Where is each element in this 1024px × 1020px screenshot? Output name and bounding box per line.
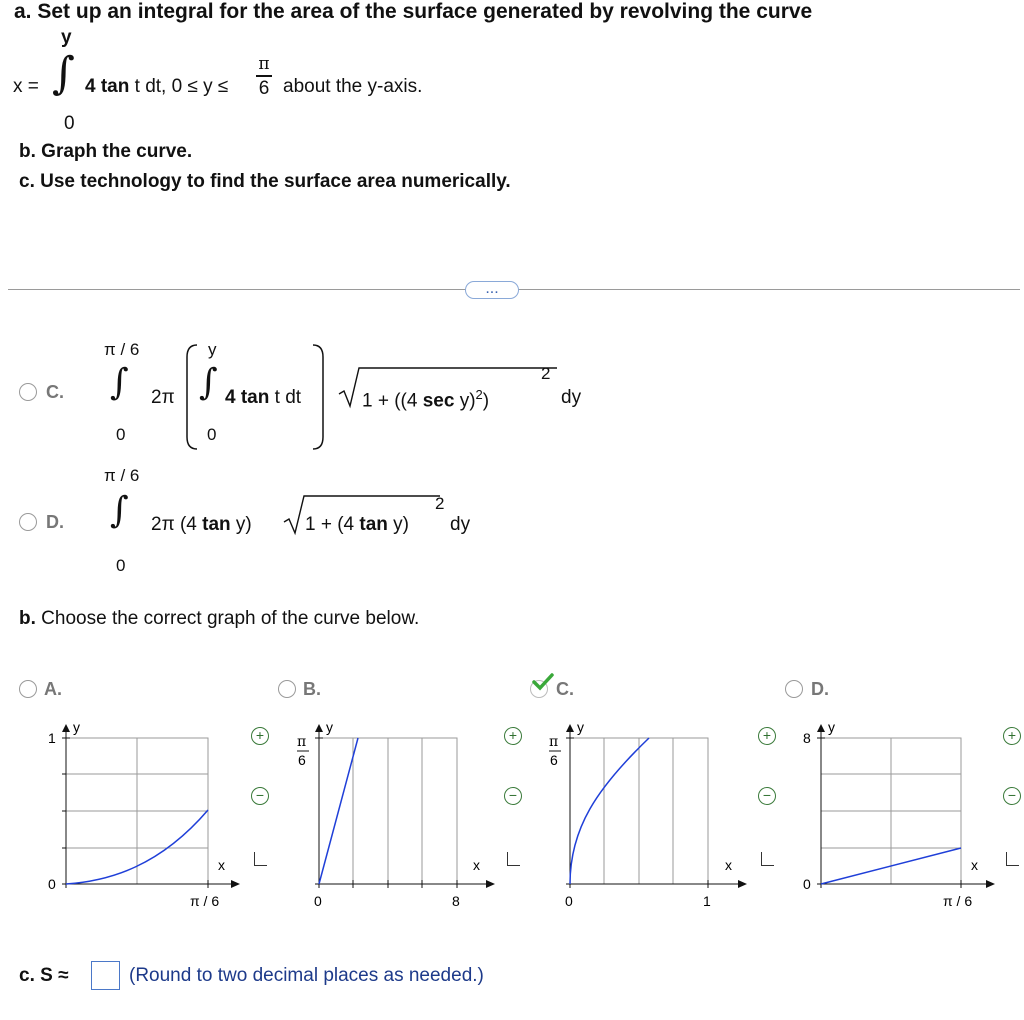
graph-c-ytick-bottom: 6 bbox=[550, 752, 558, 768]
graph-a bbox=[30, 718, 245, 918]
x-axis-arrow bbox=[486, 880, 495, 888]
option-c-inner-upper: y bbox=[208, 340, 217, 359]
y-axis-arrow bbox=[315, 724, 323, 732]
x-axis-arrow bbox=[986, 880, 995, 888]
option-c-inner-lower: 0 bbox=[207, 425, 217, 444]
graph-b-xtick: 8 bbox=[452, 893, 460, 909]
graph-a-yorigin: 0 bbox=[48, 876, 56, 892]
graph-c-ylabel: y bbox=[577, 719, 584, 735]
radio-graph-a[interactable] bbox=[19, 680, 37, 698]
checkmark-icon bbox=[532, 672, 554, 692]
graph-c-zoom-out-icon[interactable]: − bbox=[758, 787, 776, 805]
graph-d bbox=[785, 718, 1000, 918]
graph-d-label: D. bbox=[811, 679, 829, 699]
rounding-hint: (Round to two decimal places as needed.) bbox=[129, 965, 484, 986]
graph-c-popout-icon[interactable] bbox=[761, 852, 774, 866]
graph-b-xlabel: x bbox=[473, 857, 480, 873]
radio-option-d[interactable] bbox=[19, 513, 37, 531]
part-c-prompt: c. Use technology to find the surface area numerically. bbox=[19, 171, 511, 192]
option-c-inner-integral-sign: ∫ bbox=[199, 362, 218, 403]
graph-d-popout-icon[interactable] bbox=[1006, 852, 1019, 866]
graph-a-ylabel: y bbox=[73, 719, 80, 735]
about-axis-text: about the y-axis. bbox=[283, 76, 423, 97]
graph-d-zoom-in-icon[interactable]: + bbox=[1003, 727, 1021, 745]
option-c-outer-exponent: 2 bbox=[541, 364, 551, 383]
option-d-dy: dy bbox=[450, 514, 471, 535]
graph-b-ylabel: y bbox=[326, 719, 333, 735]
graph-c bbox=[537, 718, 752, 918]
graph-d-ylabel: y bbox=[828, 719, 835, 735]
option-d-label: D. bbox=[46, 512, 64, 532]
option-c-upper-limit: π / 6 bbox=[104, 340, 140, 359]
radio-graph-d[interactable] bbox=[785, 680, 803, 698]
part-a-prompt: a. Set up an integral for the area of the surface generated by revolving the curve bbox=[14, 0, 813, 23]
integral-sign: ∫ bbox=[52, 48, 75, 99]
graph-b-label: B. bbox=[303, 679, 321, 699]
graph-a-xlabel: x bbox=[218, 857, 225, 873]
graph-d-yorigin: 0 bbox=[803, 876, 811, 892]
graph-d-zoom-out-icon[interactable]: − bbox=[1003, 787, 1021, 805]
x-equals: x = bbox=[13, 76, 39, 97]
x-axis-arrow bbox=[231, 880, 240, 888]
option-d-lower-limit: 0 bbox=[116, 556, 126, 575]
radio-graph-b[interactable] bbox=[278, 680, 296, 698]
graph-b-popout-icon[interactable] bbox=[507, 852, 520, 866]
graph-c-xtick: 1 bbox=[703, 893, 711, 909]
y-axis-arrow bbox=[817, 724, 825, 732]
graph-d-ytick: 8 bbox=[803, 730, 811, 746]
graph-b-xorigin: 0 bbox=[314, 893, 322, 909]
show-more-button[interactable]: ... bbox=[465, 281, 519, 299]
graph-b-ytick-top: π bbox=[297, 734, 307, 750]
graph-prompt-text: Choose the correct graph of the curve below. bbox=[41, 608, 420, 629]
graph-c-curve bbox=[570, 738, 649, 884]
lower-limit: 0 bbox=[64, 113, 75, 134]
graph-c-zoom-in-icon[interactable]: + bbox=[758, 727, 776, 745]
graph-b-curve bbox=[319, 738, 358, 884]
x-axis-arrow bbox=[738, 880, 747, 888]
radio-option-c[interactable] bbox=[19, 383, 37, 401]
y-axis-arrow bbox=[566, 724, 574, 732]
part-c-answer-label: c. S ≈ bbox=[19, 965, 69, 986]
option-c-inner-integrand: 4 tan t dt bbox=[225, 387, 302, 408]
graph-b-ytick-bottom: 6 bbox=[298, 752, 306, 768]
graph-b-zoom-out-icon[interactable]: − bbox=[504, 787, 522, 805]
graph-c-ytick-top: π bbox=[549, 734, 559, 750]
graph-d-xlabel: x bbox=[971, 857, 978, 873]
option-c-integral-sign: ∫ bbox=[110, 362, 129, 403]
option-c-label: C. bbox=[46, 382, 64, 402]
graph-c-xlabel: x bbox=[725, 857, 732, 873]
graph-c-label: C. bbox=[556, 679, 574, 699]
option-c-sqrt-content: 1 + ((4 sec y)$^2$) bbox=[362, 387, 490, 412]
surface-area-input[interactable] bbox=[91, 961, 120, 990]
pi-over-6: π 6 bbox=[256, 54, 272, 100]
graph-b-zoom-in-icon[interactable]: + bbox=[504, 727, 522, 745]
option-c-two-pi: 2π bbox=[151, 387, 175, 408]
integrand: 4 tan t dt, 0 ≤ y ≤ bbox=[85, 76, 229, 97]
option-d-integral-sign: ∫ bbox=[110, 490, 129, 531]
graph-a-ytick: 1 bbox=[48, 730, 56, 746]
graph-a-zoom-out-icon[interactable]: − bbox=[251, 787, 269, 805]
graph-a-popout-icon[interactable] bbox=[254, 852, 267, 866]
graph-a-label: A. bbox=[44, 679, 62, 699]
option-d-exponent: 2 bbox=[435, 494, 445, 513]
y-axis-arrow bbox=[62, 724, 70, 732]
graph-a-zoom-in-icon[interactable]: + bbox=[251, 727, 269, 745]
option-d-expression: 2π (4 tan y) bbox=[151, 514, 252, 535]
part-b-prompt: b. Graph the curve. bbox=[19, 141, 193, 162]
option-c-dy: dy bbox=[561, 387, 582, 408]
graph-a-xtick: π / 6 bbox=[190, 893, 220, 909]
option-c-lower-limit: 0 bbox=[116, 425, 126, 444]
option-d-upper-limit: π / 6 bbox=[104, 466, 140, 485]
graph-b bbox=[285, 718, 500, 918]
graph-c-xorigin: 0 bbox=[565, 893, 573, 909]
option-d-sqrt-content: 1 + (4 tan y) bbox=[305, 514, 410, 535]
graph-prompt: b. Choose the correct graph of the curve below. bbox=[19, 608, 420, 629]
graph-d-xtick: π / 6 bbox=[943, 893, 973, 909]
